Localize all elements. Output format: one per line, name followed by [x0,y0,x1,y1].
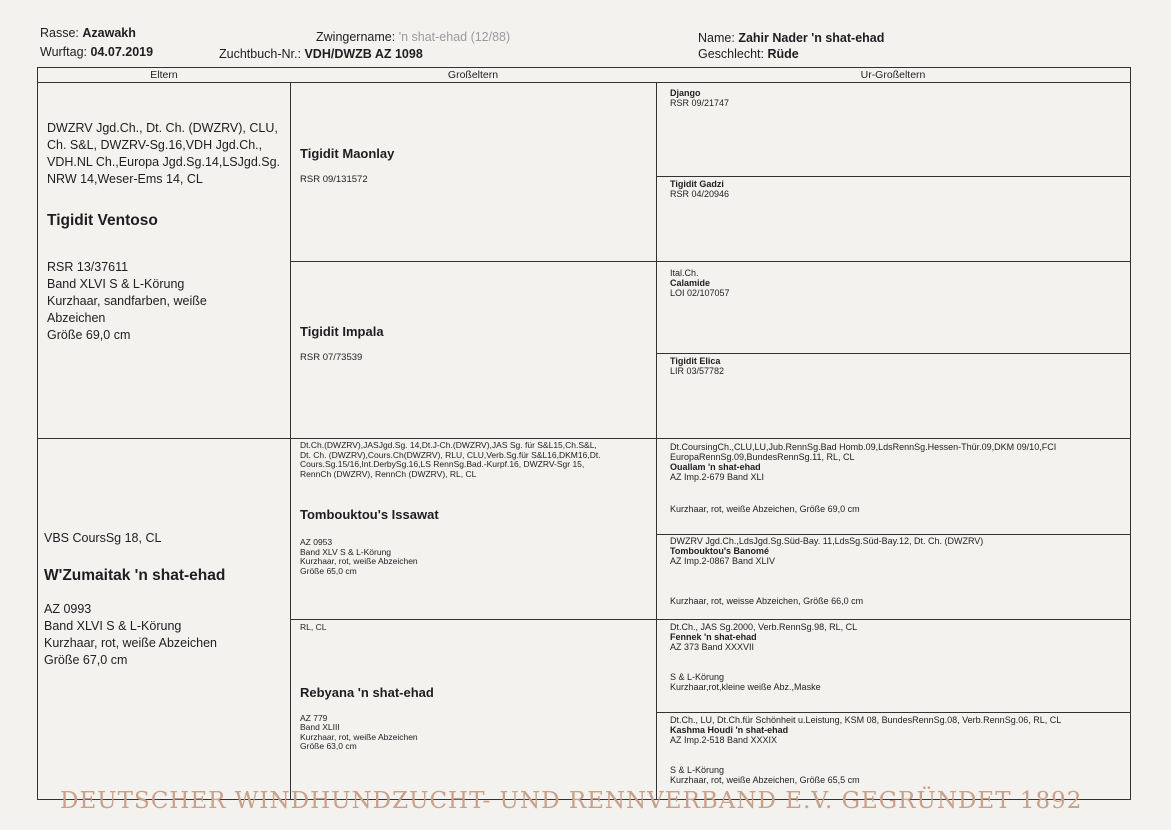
ggp-titles: Dt.CoursingCh.,CLU,LU,Jub.RennSg.Bad Homb.09,LdsRennSg.Hessen-Thür.09,DKM 09/10,FCI EuropaRennSg.09,BundesRennSg.11, RL, CL [670,442,1057,462]
great-grandparent-cell [670,268,1125,350]
sire-cell [47,120,287,420]
grandparent-detail-line: Band XLIII [300,722,340,732]
column-header-eltern: Eltern [150,69,178,81]
ggp-titles: Dt.Ch., LU, Dt.Ch.für Schönheit u.Leistung, KSM 08, BundesRennSg.08, Verb.RennSg.06, RL, CL [670,715,1062,725]
grandparent-detail-line: Größe 65,0 cm [300,565,357,576]
ggp-reg: LIR 03/57782 [670,366,725,376]
grandparent-title-line: Cours.Sg.15/16,Int.DerbySg.16,LS RennSg.Bad.-Kurpf.16, DWZRV-Sgr 15, [300,459,585,469]
zwingername-label: Zwingername: [316,30,396,44]
ggp-titles: Dt.Ch., JAS Sg.2000, Verb.RennSg.98, RL, CL [670,622,858,632]
dam-detail-line: Band XLVI S & L-Körung [44,619,182,633]
dam-cell [44,530,288,790]
col-divider-2 [656,82,657,799]
ggp-name: Kashma Houdi 'n shat-ehad [670,725,789,735]
grandparent-detail-line: AZ 779 [300,712,328,723]
grandparent-details [300,714,654,752]
grandparent-details [300,538,654,576]
grandparent-cell [300,324,650,434]
column-header-grosseltern: Großeltern [447,69,499,81]
grandparent-detail-line: Kurzhaar, rot, weiße Abzeichen [300,556,418,566]
ggp-detail-line: S & L-Körung [670,765,725,775]
name-value: Zahir Nader 'n shat-ehad [738,31,885,45]
sire-details [47,259,287,344]
zuchtbuch-label: Zuchtbuch-Nr.: [219,47,301,61]
wurftag-label: Wurftag: [40,45,88,59]
grandparent-name: Tigidit Impala [300,324,384,339]
pedigree-table [37,67,1131,800]
great-grandparent-cell [670,88,1125,173]
wurftag-field [40,45,153,59]
great-grandparent-cell [670,442,1126,532]
grandparent-name: Tombouktou's Issawat [300,507,439,522]
ggp-name: Tigidit Gadzi [670,179,724,189]
zuchtbuch-field [219,47,423,61]
ggp-name: Calamide [670,278,711,288]
ggp-name: Django [670,88,701,98]
zuchtbuch-value: VDH/DWZB AZ 1098 [304,47,423,61]
sire-title-line: VDH.NL Ch.,Europa Jgd.Sg.14,LSJgd.Sg. [47,155,281,169]
sire-detail-line: Größe 69,0 cm [47,328,131,342]
ggp-divider-4 [656,712,1130,713]
rasse-value: Azawakh [82,26,136,40]
sire-detail-line: Abzeichen [47,311,106,325]
ggp-titles: DWZRV Jgd.Ch.,LdsJgd.Sg.Süd-Bay. 11,LdsSg.Süd-Bay.12, Dt. Ch. (DWZRV) [670,536,984,546]
ggp-reg: LOI 02/107057 [670,288,730,298]
dam-details [44,601,288,669]
header-divider [38,82,1130,83]
ggp-name: Tigidit Elica [670,356,721,366]
ggp-name: Tombouktou's Banomé [670,546,769,556]
rasse-field [40,26,136,40]
zwingername-field [316,30,510,44]
ggp-detail-line: Kurzhaar,rot,kleine weiße Abz.,Maske [670,682,821,692]
ggp-divider-2 [656,353,1130,354]
ggp-details [670,765,1126,785]
ggp-reg: AZ Imp.2-518 Band XXXIX [670,735,778,745]
sire-detail-line: RSR 13/37611 [47,260,129,274]
ggp-reg: RSR 09/21747 [670,98,730,108]
grandparent-name: Tigidit Maonlay [300,146,395,161]
geschlecht-label: Geschlecht: [698,47,765,61]
name-field [698,31,884,45]
sire-title-line: Ch. S&L, DWZRV-Sg.16,VDH Jgd.Ch., [47,138,263,152]
great-grandparent-cell [670,356,1125,436]
col-divider-1 [290,82,291,799]
sire-title-line: NRW 14,Weser-Ems 14, CL [47,172,203,186]
ggp-title: Ital.Ch. [670,268,699,278]
column-header-urgrosseltern: Ur-Großeltern [860,69,926,81]
sire-detail-line: Kurzhaar, sandfarben, weiße [47,294,207,308]
dam-titles: VBS CoursSg 18, CL [44,531,162,545]
ggp-divider-3 [656,534,1130,535]
sire-dam-divider [38,438,1130,439]
sire-titles [47,120,287,188]
grandparent-reg: RSR 09/131572 [300,174,368,185]
ggp-details [670,672,1126,692]
geschlecht-field [698,47,799,61]
great-grandparent-cell [670,622,1126,710]
ggp-reg: AZ Imp.2-0867 Band XLIV [670,556,776,566]
dam-detail-line: Kurzhaar, rot, weiße Abzeichen [44,636,218,650]
ggp-name: Fennek 'n shat-ehad [670,632,757,642]
wurftag-value: 04.07.2019 [90,45,154,59]
grandparent-cell [300,623,654,798]
ggp-detail-line: Kurzhaar, rot, weiße Abzeichen, Größe 65,5 cm [670,775,860,785]
geschlecht-value: Rüde [767,47,799,61]
grandparent-title-line: RennCh (DWZRV), RennCh (DWZRV), RL, CL [300,468,477,479]
zwingername-value: 'n shat-ehad (12/88) [398,30,511,44]
grandparent-reg: RSR 07/73539 [300,352,363,363]
grandparent-cell [300,441,654,616]
grandparent-title-line: Dt. Ch. (DWZRV),Cours.Ch(DWZRV), RLU, CLU,Verb.Sg.für S&L16,DKM16,Dt. [300,449,601,460]
rasse-label: Rasse: [40,26,79,40]
great-grandparent-cell [670,715,1126,799]
grandparent-detail-line: Größe 63,0 cm [300,741,357,751]
grandparent-detail-line: Kurzhaar, rot, weiße Abzeichen [300,731,418,742]
ggp-details: Kurzhaar, rot, weisse Abzeichen, Größe 66,0 cm [670,596,864,606]
name-label: Name: [698,31,735,45]
ggp-reg: AZ 373 Band XXXVII [670,642,755,652]
dam-detail-line: Größe 67,0 cm [44,653,128,667]
grandparent-titles: RL, CL [300,623,327,632]
dam-name: W'Zumaitak 'n shat-ehad [44,567,226,584]
grandparent-title-line: Dt.Ch.(DWZRV),JASJgd.Sg. 14,Dt.J-Ch.(DWZRV),JAS Sg. für S&L15,Ch.S&L, [300,441,597,450]
grandparent-cell [300,146,650,256]
grandparent-detail-line: Band XLV S & L-Körung [300,546,392,557]
sire-detail-line: Band XLVI S & L-Körung [47,277,185,291]
dam-detail-line: AZ 0993 [44,602,92,616]
ggp-reg: AZ Imp.2-679 Band XLI [670,472,765,482]
grandparent-name: Rebyana 'n shat-ehad [300,684,434,700]
sire-title-line: DWZRV Jgd.Ch., Dt. Ch. (DWZRV), CLU, [47,121,278,135]
ggp-details: Kurzhaar, rot, weiße Abzeichen, Größe 69,0 cm [670,504,860,514]
grandparent-titles [300,441,654,479]
ggp-divider-1 [656,176,1130,177]
ggp-reg: RSR 04/20946 [670,189,730,199]
ggp-name: Ouallam 'n shat-ehad [670,462,761,472]
ggp-detail-line: S & L-Körung [670,672,725,682]
sire-name: Tigidit Ventoso [47,212,158,229]
grandparent-detail-line: AZ 0953 [300,537,333,547]
association-footer: DEUTSCHER WINDHUNDZUCHT- UND RENNVERBAND E.V. GEGRÜNDET 1892 [60,788,1083,814]
great-grandparent-cell [670,536,1126,620]
